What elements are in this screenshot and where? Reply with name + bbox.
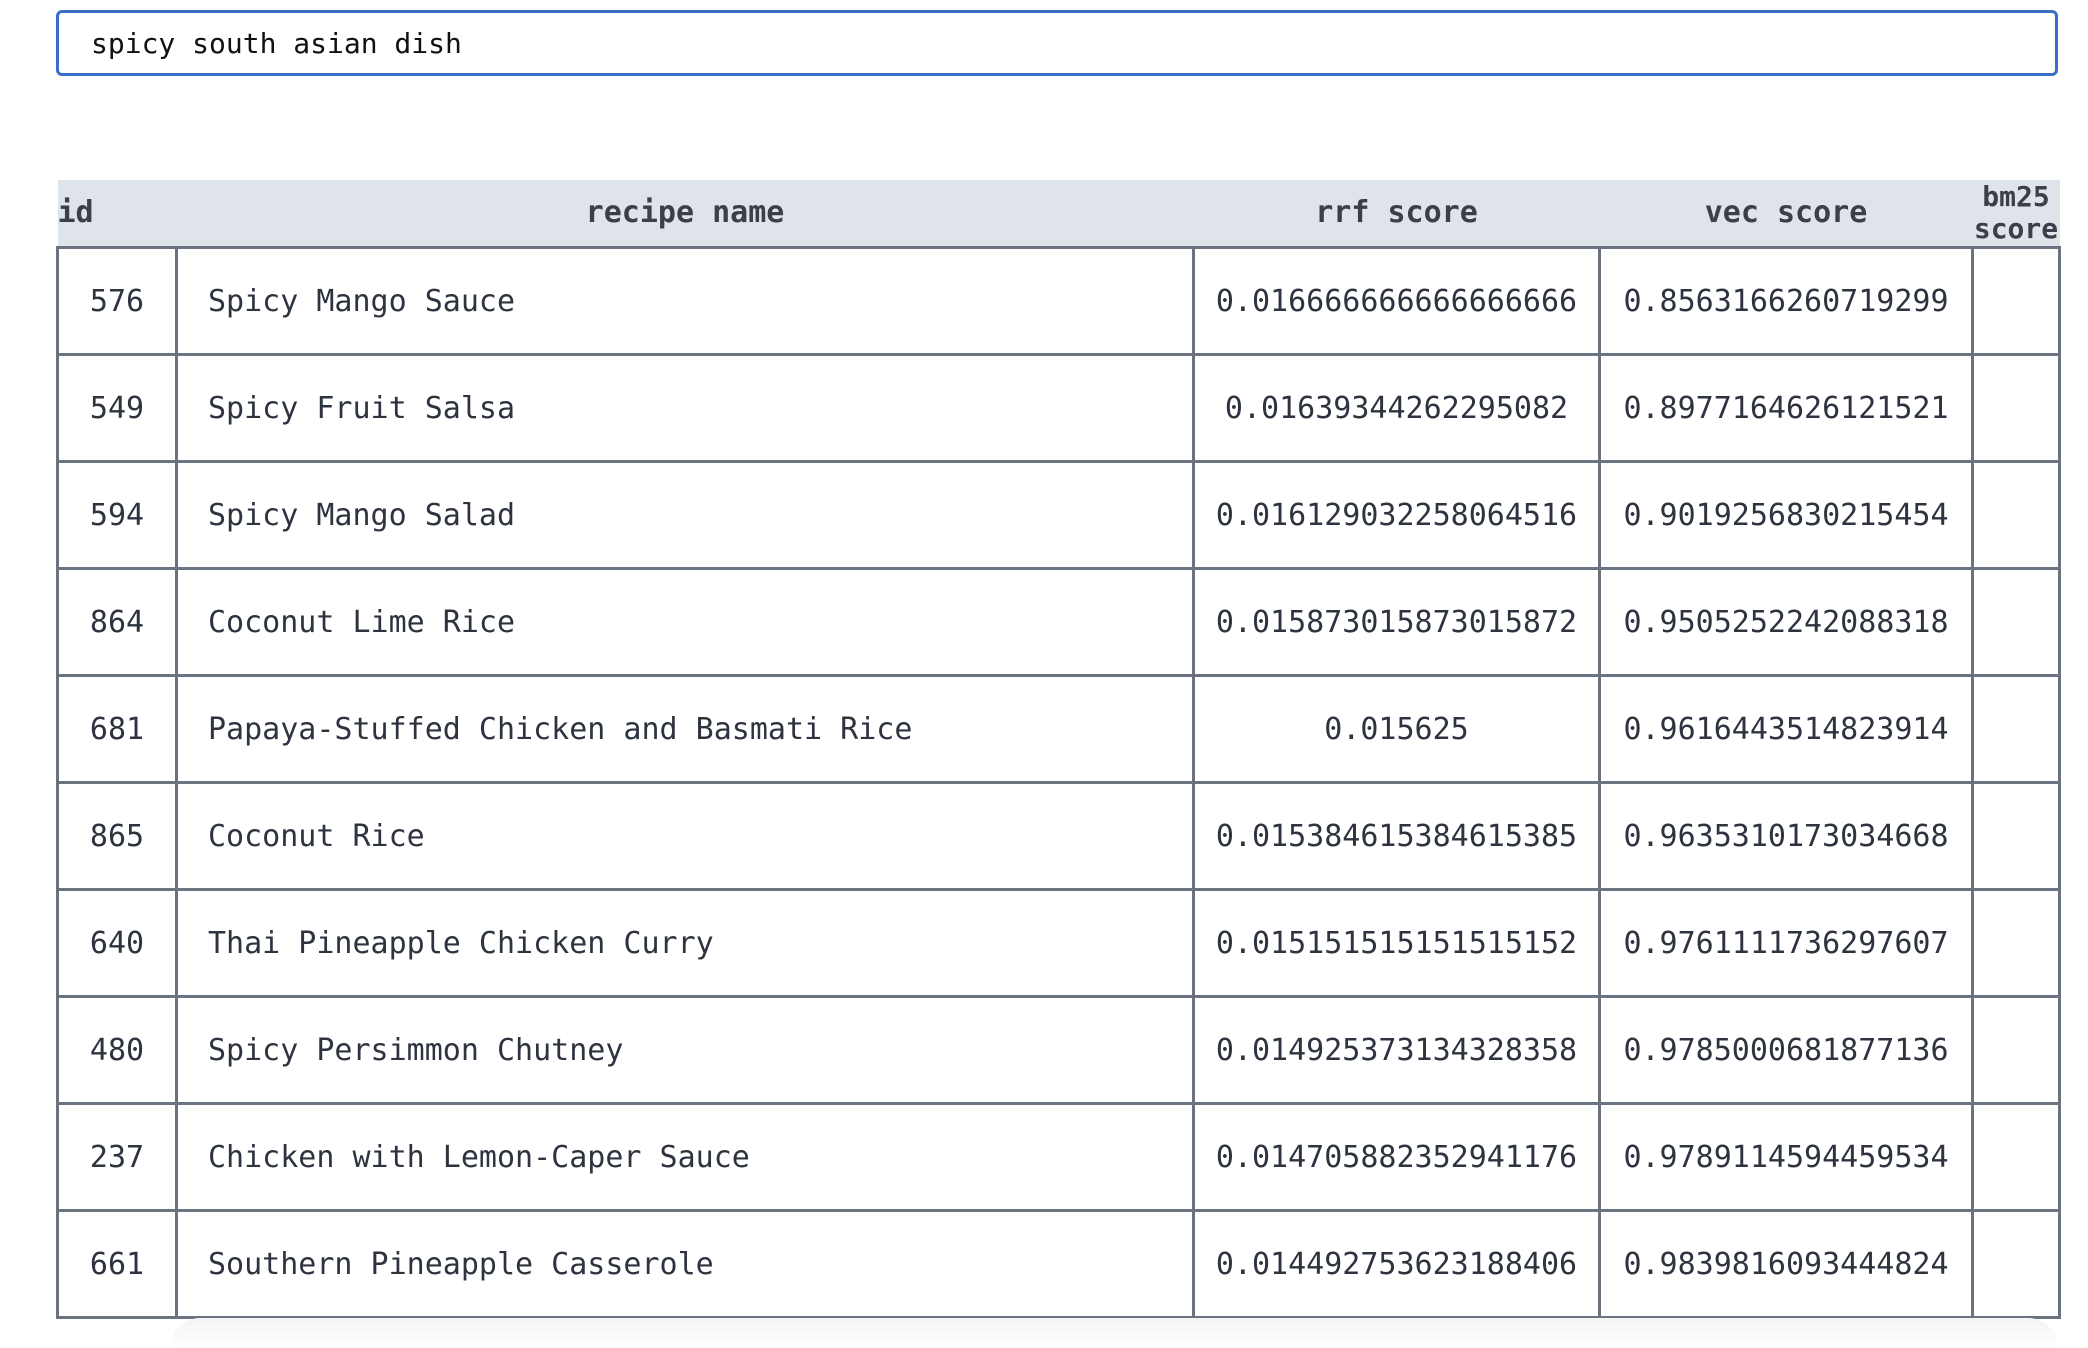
cell-recipe-name: Papaya-Stuffed Chicken and Basmati Rice (177, 676, 1194, 783)
cell-vec-score: 0.9761111736297607 (1600, 890, 1973, 997)
cell-id: 237 (58, 1104, 177, 1211)
cell-recipe-name: Thai Pineapple Chicken Curry (177, 890, 1194, 997)
table-row[interactable] (58, 1104, 2060, 1211)
table-row[interactable] (58, 248, 2060, 355)
cell-rrf-score: 0.014705882352941176 (1194, 1104, 1600, 1211)
cell-rrf-score: 0.015873015873015872 (1194, 569, 1600, 676)
cell-recipe-name: Coconut Rice (177, 783, 1194, 890)
cell-rrf-score: 0.014925373134328358 (1194, 997, 1600, 1104)
cell-recipe-name: Spicy Mango Salad (177, 462, 1194, 569)
cell-vec-score: 0.8563166260719299 (1600, 248, 1973, 355)
cell-bm25-score (1973, 462, 2060, 569)
cell-id: 594 (58, 462, 177, 569)
cell-id: 681 (58, 676, 177, 783)
cell-bm25-score (1973, 248, 2060, 355)
table-row[interactable] (58, 997, 2060, 1104)
table-row[interactable] (58, 676, 2060, 783)
cell-bm25-score (1973, 997, 2060, 1104)
cell-vec-score: 0.9635310173034668 (1600, 783, 1973, 890)
cell-rrf-score: 0.015151515151515152 (1194, 890, 1600, 997)
column-header-id[interactable]: id (58, 180, 177, 248)
search-input[interactable] (59, 13, 2055, 73)
table-row[interactable] (58, 1211, 2060, 1318)
cell-id: 640 (58, 890, 177, 997)
cell-bm25-score (1973, 569, 2060, 676)
table-header-row (58, 180, 2060, 248)
cell-id: 576 (58, 248, 177, 355)
cell-id: 549 (58, 355, 177, 462)
cell-id: 864 (58, 569, 177, 676)
cell-id: 661 (58, 1211, 177, 1318)
cell-recipe-name: Spicy Persimmon Chutney (177, 997, 1194, 1104)
table-row[interactable] (58, 569, 2060, 676)
cell-rrf-score: 0.016666666666666666 (1194, 248, 1600, 355)
cell-vec-score: 0.8977164626121521 (1600, 355, 1973, 462)
column-header-vec-score[interactable]: vec score (1600, 180, 1973, 248)
cell-recipe-name: Chicken with Lemon-Caper Sauce (177, 1104, 1194, 1211)
table-row[interactable] (58, 355, 2060, 462)
cell-bm25-score (1973, 676, 2060, 783)
cell-bm25-score (1973, 355, 2060, 462)
table-row[interactable] (58, 783, 2060, 890)
cell-recipe-name: Spicy Fruit Salsa (177, 355, 1194, 462)
cell-rrf-score: 0.015625 (1194, 676, 1600, 783)
cell-bm25-score (1973, 1104, 2060, 1211)
cell-recipe-name: Southern Pineapple Casserole (177, 1211, 1194, 1318)
cell-rrf-score: 0.015384615384615385 (1194, 783, 1600, 890)
results-table (56, 180, 2061, 1319)
cell-vec-score: 0.9019256830215454 (1600, 462, 1973, 569)
cell-bm25-score (1973, 783, 2060, 890)
cell-vec-score: 0.9616443514823914 (1600, 676, 1973, 783)
table-row[interactable] (58, 890, 2060, 997)
column-header-rrf-score[interactable]: rrf score (1194, 180, 1600, 248)
cell-recipe-name: Spicy Mango Sauce (177, 248, 1194, 355)
cell-rrf-score: 0.014492753623188406 (1194, 1211, 1600, 1318)
cell-vec-score: 0.9785000681877136 (1600, 997, 1973, 1104)
cell-rrf-score: 0.016129032258064516 (1194, 462, 1600, 569)
cell-id: 480 (58, 997, 177, 1104)
table-body (58, 248, 2060, 1318)
cell-bm25-score (1973, 1211, 2060, 1318)
search-box[interactable] (56, 10, 2058, 76)
cell-recipe-name: Coconut Lime Rice (177, 569, 1194, 676)
column-header-recipe-name[interactable]: recipe name (177, 180, 1194, 248)
column-header-bm25-score[interactable]: bm25 score (1973, 180, 2060, 248)
table-row[interactable] (58, 462, 2060, 569)
cell-rrf-score: 0.01639344262295082 (1194, 355, 1600, 462)
cell-vec-score: 0.9505252242088318 (1600, 569, 1973, 676)
cell-vec-score: 0.9839816093444824 (1600, 1211, 1973, 1318)
cell-bm25-score (1973, 890, 2060, 997)
cell-vec-score: 0.9789114594459534 (1600, 1104, 1973, 1211)
bottom-shadow (170, 1318, 2058, 1348)
cell-id: 865 (58, 783, 177, 890)
